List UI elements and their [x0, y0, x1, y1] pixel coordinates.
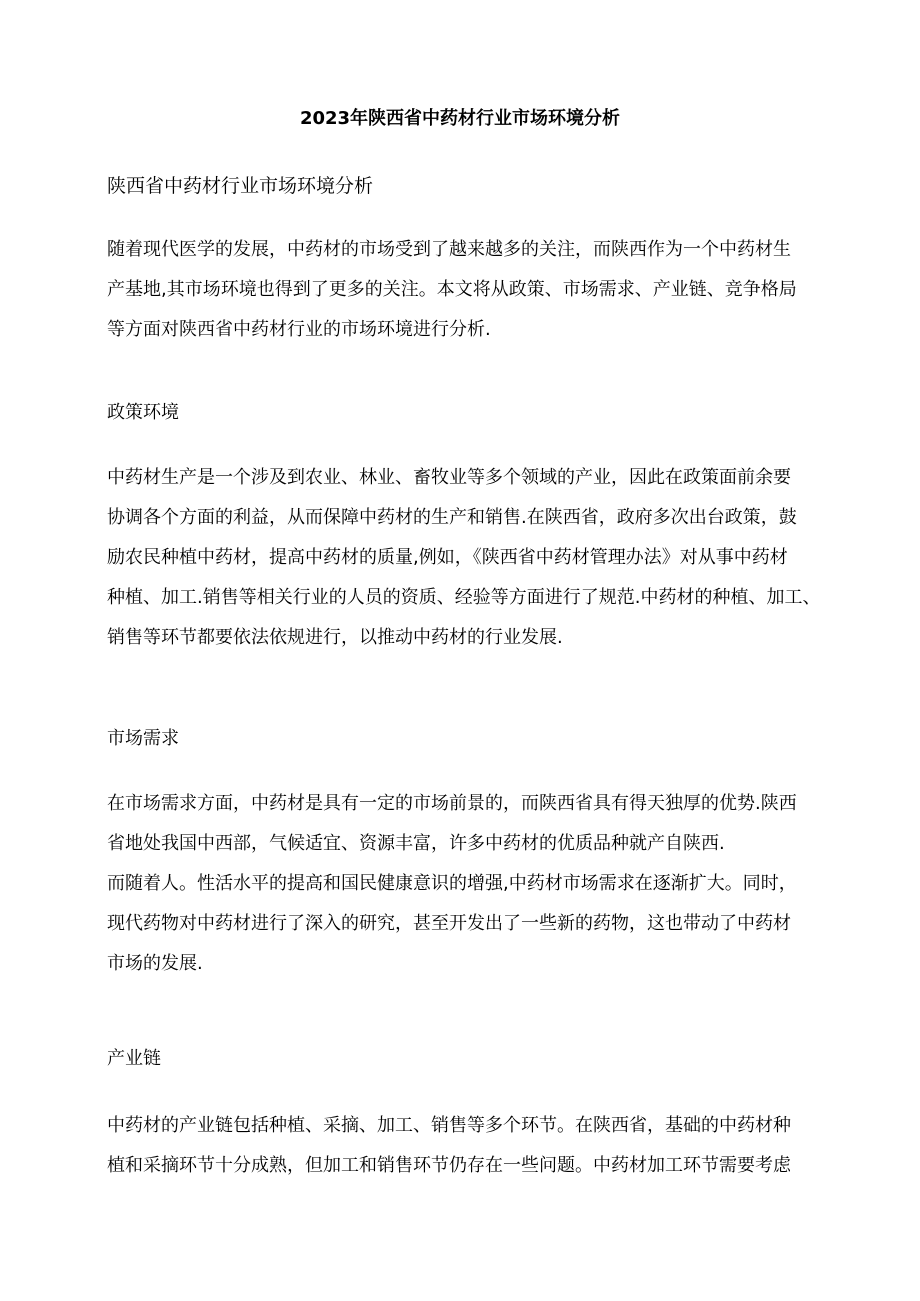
section-heading-industry-chain: 产业链	[107, 1048, 161, 1069]
market-demand-paragraph	[107, 784, 819, 984]
industry-chain-paragraph	[107, 1106, 819, 1186]
document-title: 2023年陕西省中药材行业市场环境分析	[299, 108, 621, 129]
policy-paragraph	[107, 458, 819, 658]
paragraph-line: 中药材生产是一个涉及到农业、林业、畜牧业等多个领域的产业，因此在政策面前余要	[107, 467, 791, 488]
paragraph-line: 随着现代医学的发展，中药材的市场受到了越来越多的关注，而陕西作为一个中药材生	[107, 239, 791, 260]
paragraph-line: 中药材的产业链包括种植、采摘、加工、销售等多个环节。在陕西省，基础的中药材种	[107, 1115, 791, 1136]
section-heading-policy: 政策环境	[107, 402, 179, 423]
paragraph-line: 励农民种植中药材，提高中药材的质量,例如，《陕西省中药材管理办法》对从事中药材	[107, 547, 788, 568]
paragraph-line: 省地处我国中西部，气候适宜、资源丰富，许多中药材的优质品种就产自陕西.	[107, 833, 725, 854]
paragraph-line: 产基地,其市场环境也得到了更多的关注。本文将从政策、市场需求、产业链、竞争格局	[107, 279, 797, 300]
paragraph-line: 协调各个方面的利益，从而保障中药材的生产和销售.在陕西省，政府多次出台政策，鼓	[107, 507, 797, 528]
paragraph-line: 销售等环节都要依法依规进行，以推动中药材的行业发展.	[107, 627, 563, 648]
paragraph-line: 植和采摘环节十分成熟，但加工和销售环节仍存在一些问题。中药材加工环节需要考虑	[107, 1155, 791, 1176]
paragraph-line: 而随着人。性活水平的提高和国民健康意识的增强,中药材市场需求在逐渐扩大。同时，	[107, 873, 797, 894]
paragraph-line: 现代药物对中药材进行了深入的研究，甚至开发出了一些新的药物，这也带动了中药材	[107, 913, 791, 934]
paragraph-line: 等方面对陕西省中药材行业的市场环境进行分析.	[107, 319, 491, 340]
paragraph-line: 市场的发展.	[107, 953, 203, 974]
paragraph-line: 在市场需求方面，中药材是具有一定的市场前景的，而陕西省具有得天独厚的优势.陕西	[107, 793, 797, 814]
section-heading-market-demand: 市场需求	[107, 728, 179, 749]
document-subtitle: 陕西省中药材行业市场环境分析	[107, 175, 374, 197]
paragraph-line: 种植、加工.销售等相关行业的人员的资质、经验等方面进行了规范.中药材的种植、加工、	[107, 587, 821, 608]
intro-paragraph	[107, 230, 819, 350]
